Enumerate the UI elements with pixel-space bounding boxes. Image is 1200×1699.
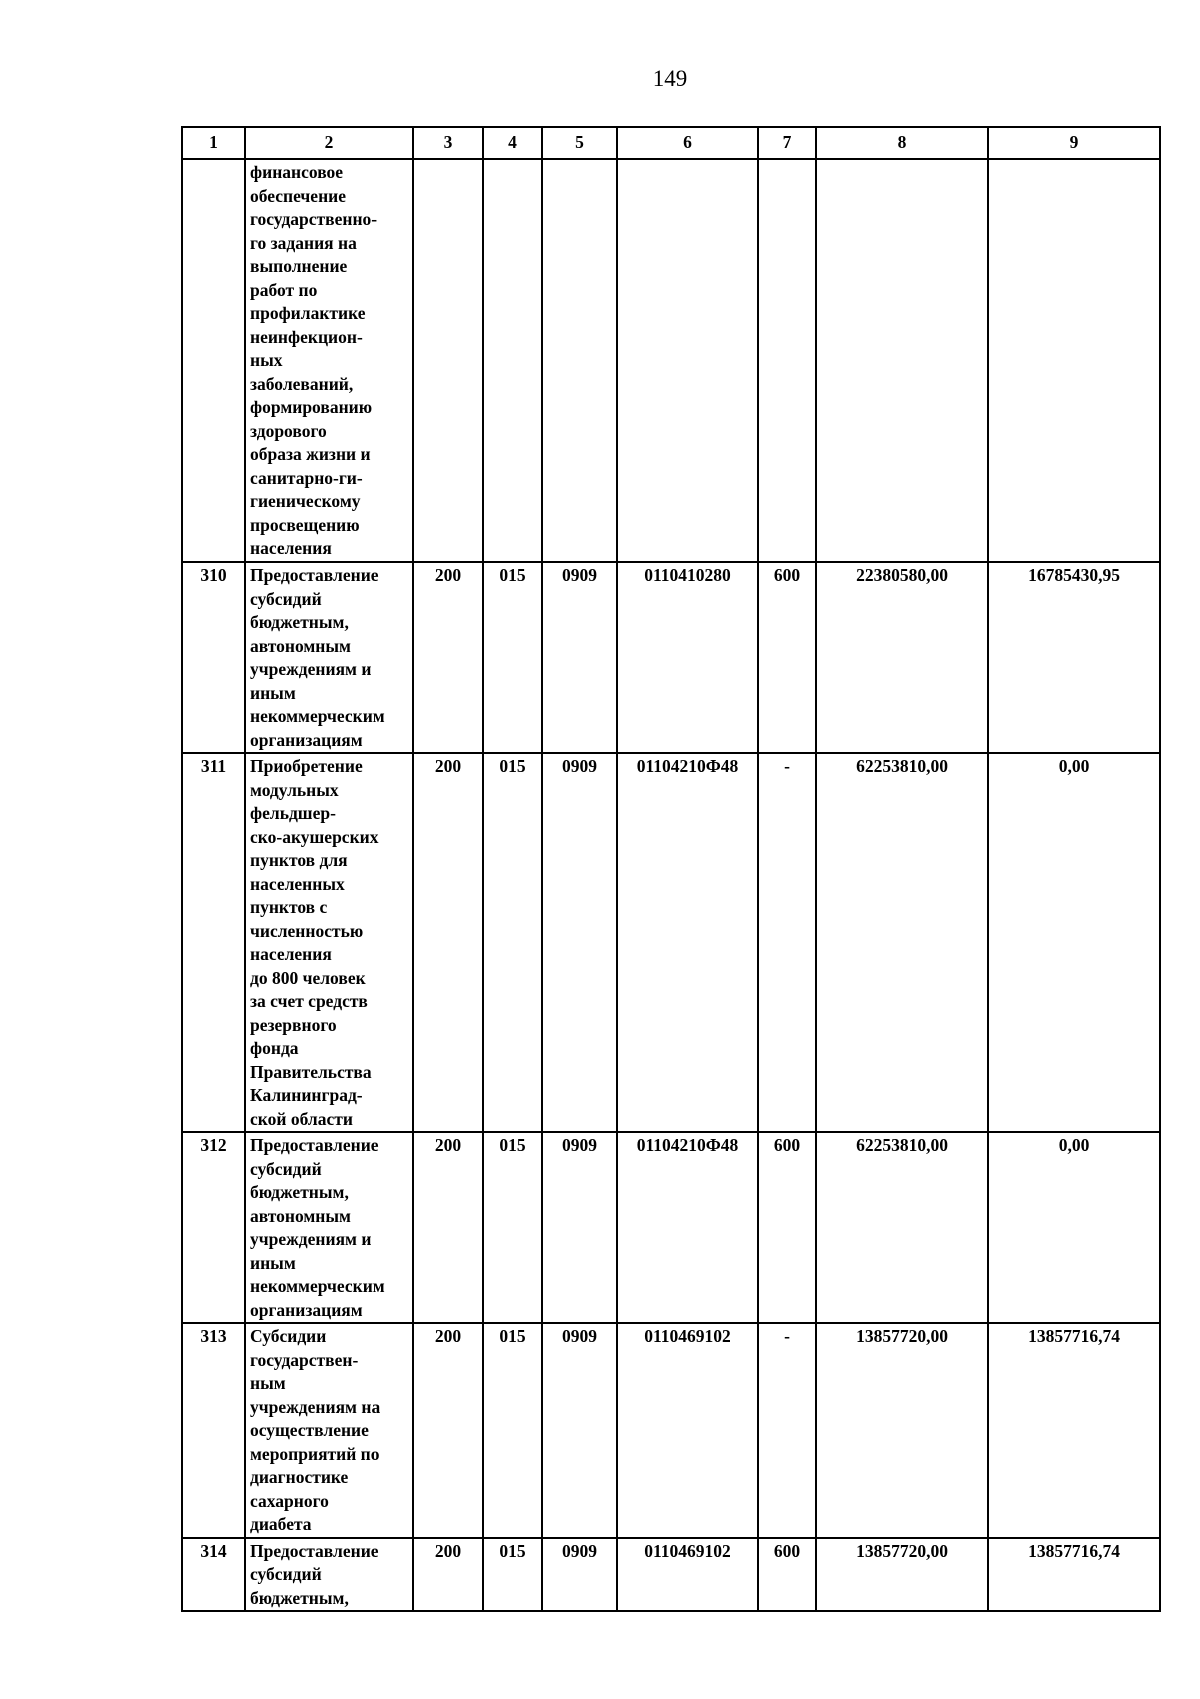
row-name-line: учреждениям и	[250, 659, 372, 679]
column-header: 6	[617, 127, 758, 159]
row-name-line: автономным	[250, 1205, 351, 1226]
table-row	[182, 1323, 1160, 1538]
column-header: 5	[542, 127, 617, 159]
cell-c9: 13857716,74	[988, 1323, 1160, 1538]
cell-c9	[988, 159, 1160, 562]
row-name	[245, 1538, 413, 1612]
column-header: 8	[816, 127, 988, 159]
row-name-line: государствен-	[250, 1349, 359, 1370]
row-name-line: гиеническому	[250, 491, 361, 511]
cell-c6: 01104210Ф48	[617, 1132, 758, 1323]
row-name	[245, 1132, 413, 1323]
row-name-line: обеспечение	[250, 185, 347, 206]
row-name-line: неинфекцион-	[250, 326, 363, 347]
cell-c9: 0,00	[988, 1132, 1160, 1323]
row-number	[182, 159, 245, 562]
row-name-line: некоммерческим	[250, 706, 385, 726]
cell-c6: 0110469102	[617, 1538, 758, 1612]
row-name-line: субсидий	[250, 588, 322, 609]
column-header: 3	[413, 127, 483, 159]
row-name-line: фонда	[250, 1038, 299, 1058]
cell-c5: 0909	[542, 562, 617, 753]
row-name-line: выполнение	[250, 256, 348, 276]
row-name-line: формированию	[250, 397, 373, 417]
cell-c7	[758, 159, 816, 562]
row-name	[245, 753, 413, 1132]
row-name-line: сахарного	[250, 1490, 329, 1511]
cell-c3: 200	[413, 1132, 483, 1323]
cell-c4: 015	[483, 753, 542, 1132]
cell-c6: 0110410280	[617, 562, 758, 753]
row-name-line: иным	[250, 682, 296, 703]
row-name-line: ным	[250, 1373, 286, 1393]
cell-c9: 0,00	[988, 753, 1160, 1132]
row-number: 314	[182, 1538, 245, 1612]
row-name-line: санитарно-ги-	[250, 467, 363, 488]
row-name-line: населения	[250, 538, 332, 558]
row-name-line: некоммерческим	[250, 1276, 385, 1296]
cell-c5: 0909	[542, 1323, 617, 1538]
row-name-line: профилактике	[250, 303, 366, 323]
cell-c9: 13857716,74	[988, 1538, 1160, 1612]
cell-c7: 600	[758, 1132, 816, 1323]
table-row	[182, 753, 1160, 1132]
column-header: 2	[245, 127, 413, 159]
cell-c8: 62253810,00	[816, 1132, 988, 1323]
row-name-line: бюджетным,	[250, 1182, 349, 1202]
row-name-line: Правительства	[250, 1061, 372, 1082]
row-name-line: организациям	[250, 1299, 363, 1320]
row-name-line: Предоставление	[250, 565, 379, 585]
row-name-line: пунктов для	[250, 850, 348, 870]
column-header: 1	[182, 127, 245, 159]
cell-c3: 200	[413, 562, 483, 753]
row-name-line: ской области	[250, 1108, 353, 1129]
row-name-line: бюджетным,	[250, 1587, 349, 1608]
row-name-line: государственно-	[250, 209, 378, 229]
row-number: 311	[182, 753, 245, 1132]
row-name-line: заболеваний,	[250, 373, 354, 394]
row-name-line: финансовое	[250, 162, 344, 182]
cell-c8: 13857720,00	[816, 1538, 988, 1612]
cell-c5: 0909	[542, 1132, 617, 1323]
cell-c6: 01104210Ф48	[617, 753, 758, 1132]
row-name-line: пунктов с	[250, 897, 328, 917]
cell-c6: 0110469102	[617, 1323, 758, 1538]
row-name-line: модульных	[250, 779, 339, 800]
cell-c5	[542, 159, 617, 562]
column-header: 9	[988, 127, 1160, 159]
row-name-line: Калининград-	[250, 1085, 363, 1105]
row-name-line: иным	[250, 1252, 296, 1273]
row-name-line: здорового	[250, 420, 327, 441]
cell-c4: 015	[483, 1538, 542, 1612]
row-name-line: субсидий	[250, 1158, 322, 1179]
cell-c4: 015	[483, 1132, 542, 1323]
row-name-line: субсидий	[250, 1564, 322, 1584]
cell-c5: 0909	[542, 1538, 617, 1612]
cell-c8: 13857720,00	[816, 1323, 988, 1538]
row-name-line: Предоставление	[250, 1540, 379, 1561]
table-row	[182, 562, 1160, 753]
row-name-line: учреждениям на	[250, 1396, 381, 1417]
cell-c3	[413, 159, 483, 562]
row-name-line: населения	[250, 944, 332, 964]
cell-c6	[617, 159, 758, 562]
cell-c7: -	[758, 1323, 816, 1538]
row-name	[245, 159, 413, 562]
row-name	[245, 562, 413, 753]
cell-c8: 22380580,00	[816, 562, 988, 753]
row-number: 310	[182, 562, 245, 753]
table-header-row	[182, 127, 1160, 159]
cell-c4: 015	[483, 562, 542, 753]
row-name-line: го задания на	[250, 232, 357, 253]
page-number: 149	[652, 66, 688, 91]
cell-c4	[483, 159, 542, 562]
cell-c8: 62253810,00	[816, 753, 988, 1132]
row-name-line: просвещению	[250, 514, 360, 535]
row-name-line: образа жизни и	[250, 444, 371, 464]
cell-c3: 200	[413, 1323, 483, 1538]
row-name-line: ско-акушерских	[250, 826, 379, 847]
column-header: 4	[483, 127, 542, 159]
row-name-line: бюджетным,	[250, 612, 349, 632]
row-name-line: ных	[250, 350, 283, 370]
budget-table	[181, 126, 1161, 1612]
row-name-line: мероприятий по	[250, 1443, 380, 1464]
table-row	[182, 1132, 1160, 1323]
row-name-line: осуществление	[250, 1420, 369, 1440]
cell-c7: 600	[758, 562, 816, 753]
table-row	[182, 159, 1160, 562]
row-name-line: резервного	[250, 1014, 337, 1035]
cell-c8	[816, 159, 988, 562]
column-header: 7	[758, 127, 816, 159]
row-number: 312	[182, 1132, 245, 1323]
cell-c9: 16785430,95	[988, 562, 1160, 753]
row-name-line: Приобретение	[250, 756, 363, 776]
table-row	[182, 1538, 1160, 1612]
cell-c3: 200	[413, 753, 483, 1132]
row-name-line: автономным	[250, 635, 351, 656]
row-name-line: населенных	[250, 873, 345, 894]
row-name-line: диабета	[250, 1514, 312, 1534]
cell-c4: 015	[483, 1323, 542, 1538]
row-name-line: учреждениям и	[250, 1229, 372, 1249]
cell-c7: 600	[758, 1538, 816, 1612]
row-name-line: Предоставление	[250, 1135, 379, 1155]
row-name-line: фельдшер-	[250, 803, 336, 823]
row-name-line: за счет средств	[250, 991, 368, 1011]
row-name	[245, 1323, 413, 1538]
row-name-line: Субсидии	[250, 1326, 327, 1346]
cell-c5: 0909	[542, 753, 617, 1132]
row-name-line: организациям	[250, 729, 363, 750]
cell-c7: -	[758, 753, 816, 1132]
row-name-line: работ по	[250, 279, 318, 300]
row-name-line: до 800 человек	[250, 967, 366, 988]
row-number: 313	[182, 1323, 245, 1538]
row-name-line: численностью	[250, 920, 364, 941]
row-name-line: диагностике	[250, 1467, 349, 1487]
cell-c3: 200	[413, 1538, 483, 1612]
